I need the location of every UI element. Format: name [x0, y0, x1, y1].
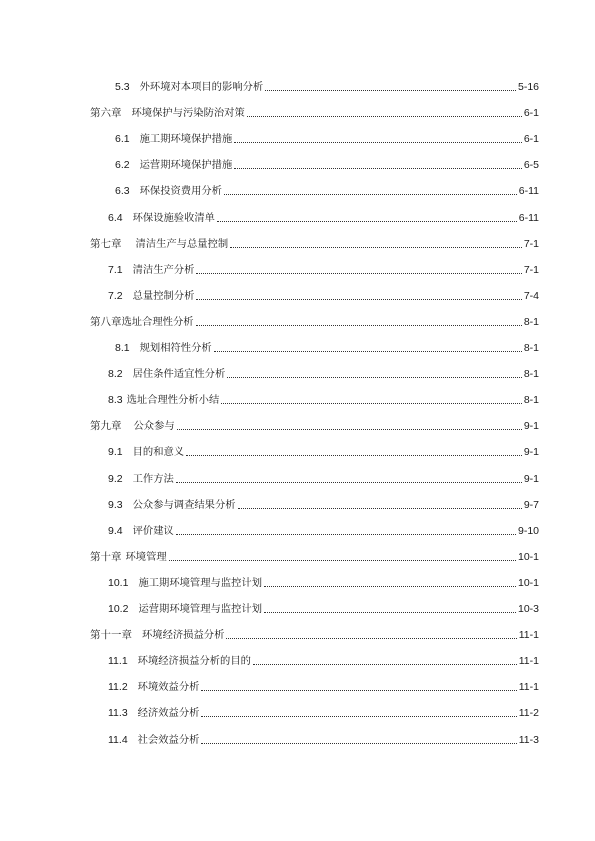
toc-section-entry[interactable] [0, 573, 595, 593]
toc-entry-number: 10.2 [108, 603, 129, 615]
toc-section-entry[interactable] [0, 260, 595, 280]
toc-entry-title: 环保设施验收清单 [132, 211, 215, 224]
toc-dot-leader [176, 481, 522, 483]
toc-page-number: 5-16 [517, 81, 539, 93]
toc-dot-leader [265, 89, 516, 91]
toc-dot-leader [169, 559, 516, 561]
toc-page-number: 6-11 [518, 185, 539, 198]
toc-section-entry[interactable] [0, 495, 595, 515]
toc-entry-number: 第八章 [90, 315, 122, 328]
toc-entry-title: 规划相符性分析 [139, 342, 212, 354]
toc-section-entry[interactable] [0, 703, 595, 723]
toc-entry-title: 经济效益分析 [137, 707, 200, 720]
toc-section-entry[interactable] [0, 390, 595, 410]
toc-section-entry[interactable] [0, 208, 595, 228]
toc-entry-number: 10.1 [108, 576, 129, 589]
toc-entry-number: 7.2 [108, 289, 123, 302]
toc-section-entry[interactable] [0, 677, 595, 697]
toc-section-entry[interactable] [0, 599, 595, 619]
toc-dot-leader [201, 689, 516, 691]
toc-entry-number: 5.3 [115, 81, 130, 93]
toc-dot-leader [217, 220, 517, 222]
toc-section-entry[interactable] [0, 730, 595, 750]
toc-dot-leader [264, 585, 516, 587]
toc-entry-number: 8.3 [108, 394, 123, 407]
toc-entry-title: 选址合理性分析 [121, 315, 194, 328]
toc-entry-title: 公众参与调查结果分析 [132, 498, 236, 511]
toc-entry-number: 11.4 [108, 733, 128, 746]
toc-entry-number: 9.4 [108, 524, 123, 537]
toc-page-number: 8-1 [523, 394, 539, 407]
toc-entry-title: 环境经济损益分析的目的 [137, 655, 251, 668]
toc-entry-number: 第七章 [90, 237, 122, 250]
toc-entry-title: 社会效益分析 [137, 733, 200, 746]
toc-page-number: 7-4 [523, 289, 539, 302]
toc-page-number: 8-1 [523, 315, 539, 328]
toc-dot-leader [196, 272, 521, 274]
toc-chapter-entry[interactable] [0, 416, 595, 436]
toc-page-number: 6-1 [523, 107, 539, 120]
toc-entry-number: 8.1 [115, 342, 130, 354]
toc-entry-title: 运营期环境管理与监控计划 [138, 603, 262, 615]
toc-entry-title: 环境经济损益分析 [142, 629, 225, 642]
toc-entry-title: 目的和意义 [132, 446, 185, 459]
toc-entry-title: 清洁生产分析 [132, 263, 195, 276]
toc-entry-title: 环境保护与污染防治对策 [131, 107, 245, 120]
toc-entry-number: 11.3 [108, 707, 128, 720]
toc-entry-title: 施工期环境保护措施 [139, 133, 233, 146]
toc-section-entry[interactable] [0, 521, 595, 541]
toc-dot-leader [214, 350, 522, 352]
toc-section-entry[interactable] [0, 77, 595, 97]
toc-page-number: 11-1 [518, 629, 539, 642]
toc-dot-leader [201, 715, 516, 717]
toc-entry-number: 第九章 [90, 420, 122, 433]
toc-entry-number: 6.1 [115, 133, 130, 146]
toc-page-number: 9-1 [523, 446, 539, 459]
toc-entry-title: 公众参与 [133, 420, 175, 433]
toc-dot-leader [230, 246, 522, 248]
toc-page-number: 6-1 [523, 133, 539, 146]
toc-section-entry[interactable] [0, 286, 595, 306]
toc-page-number: 9-10 [517, 524, 539, 537]
toc-section-entry[interactable] [0, 181, 595, 201]
toc-page-number: 11-3 [518, 733, 539, 746]
toc-entry-number: 9.1 [108, 446, 123, 459]
toc-page-number: 6-11 [518, 211, 539, 224]
toc-chapter-entry[interactable] [0, 547, 595, 567]
toc-page-number: 10-3 [517, 603, 539, 615]
toc-entry-number: 7.1 [108, 263, 123, 276]
toc-section-entry[interactable] [0, 338, 595, 358]
toc-section-entry[interactable] [0, 469, 595, 489]
toc-dot-leader [238, 507, 522, 509]
toc-entry-number: 6.3 [115, 185, 130, 198]
toc-page-number: 11-1 [518, 655, 539, 668]
toc-entry-number: 11.2 [108, 681, 128, 694]
toc-page-number: 9-1 [523, 472, 539, 485]
toc-dot-leader [226, 637, 516, 639]
toc-dot-leader [221, 402, 522, 404]
toc-dot-leader [234, 141, 522, 143]
toc-entry-number: 9.3 [108, 498, 123, 511]
toc-section-entry[interactable] [0, 651, 595, 671]
toc-entry-number: 9.2 [108, 472, 123, 485]
toc-entry-title: 环境管理 [125, 550, 167, 563]
toc-page-number: 8-1 [523, 342, 539, 354]
toc-entry-number: 6.4 [108, 211, 123, 224]
toc-section-entry[interactable] [0, 129, 595, 149]
toc-entry-number: 6.2 [115, 159, 130, 172]
toc-dot-leader [253, 663, 517, 665]
toc-page-number: 7-1 [523, 263, 539, 276]
toc-entry-number: 第十一章 [90, 629, 132, 642]
toc-entry-title: 环境效益分析 [137, 681, 200, 694]
toc-page-number: 10-1 [517, 550, 539, 563]
toc-chapter-entry[interactable] [0, 103, 595, 123]
toc-entry-title: 工作方法 [132, 472, 174, 485]
toc-page-number: 7-1 [523, 237, 539, 250]
toc-dot-leader [196, 324, 522, 326]
toc-page-number: 11-1 [518, 681, 539, 694]
toc-page-number: 11-2 [518, 707, 539, 720]
toc-entry-title: 运营期环境保护措施 [139, 159, 233, 172]
toc-page-number: 6-5 [523, 159, 539, 172]
toc-dot-leader [264, 611, 516, 613]
toc-chapter-entry[interactable] [0, 234, 595, 254]
toc-dot-leader [177, 428, 522, 430]
toc-section-entry[interactable] [0, 442, 595, 462]
toc-entry-title: 居住条件适宜性分析 [132, 368, 226, 381]
toc-page-number: 10-1 [517, 576, 539, 589]
toc-dot-leader [201, 742, 516, 744]
toc-entry-title: 评价建议 [132, 524, 174, 537]
toc-entry-title: 施工期环境管理与监控计划 [138, 576, 262, 589]
toc-chapter-entry[interactable] [0, 312, 595, 332]
toc-dot-leader [227, 376, 522, 378]
toc-page-number: 9-7 [523, 498, 539, 511]
toc-entry-title: 环保投资费用分析 [139, 185, 222, 198]
toc-page-number: 9-1 [523, 420, 539, 433]
toc-entry-title: 外环境对本项目的影响分析 [139, 81, 264, 93]
toc-entry-number: 11.1 [108, 655, 128, 668]
toc-entry-title: 选址合理性分析小结 [126, 394, 220, 407]
toc-entry-title: 清洁生产与总量控制 [135, 237, 229, 250]
toc-dot-leader [176, 533, 516, 535]
toc-entry-title: 总量控制分析 [132, 289, 195, 302]
toc-dot-leader [234, 167, 522, 169]
toc-page-number: 8-1 [523, 368, 539, 381]
toc-chapter-entry[interactable] [0, 625, 595, 645]
toc-dot-leader [247, 115, 522, 117]
toc-dot-leader [224, 193, 517, 195]
toc-dot-leader [196, 298, 521, 300]
toc-entry-number: 第十章 [90, 550, 122, 563]
toc-section-entry[interactable] [0, 155, 595, 175]
toc-section-entry[interactable] [0, 364, 595, 384]
toc-entry-number: 第六章 [90, 107, 122, 120]
toc-dot-leader [186, 454, 522, 456]
toc-entry-number: 8.2 [108, 368, 123, 381]
